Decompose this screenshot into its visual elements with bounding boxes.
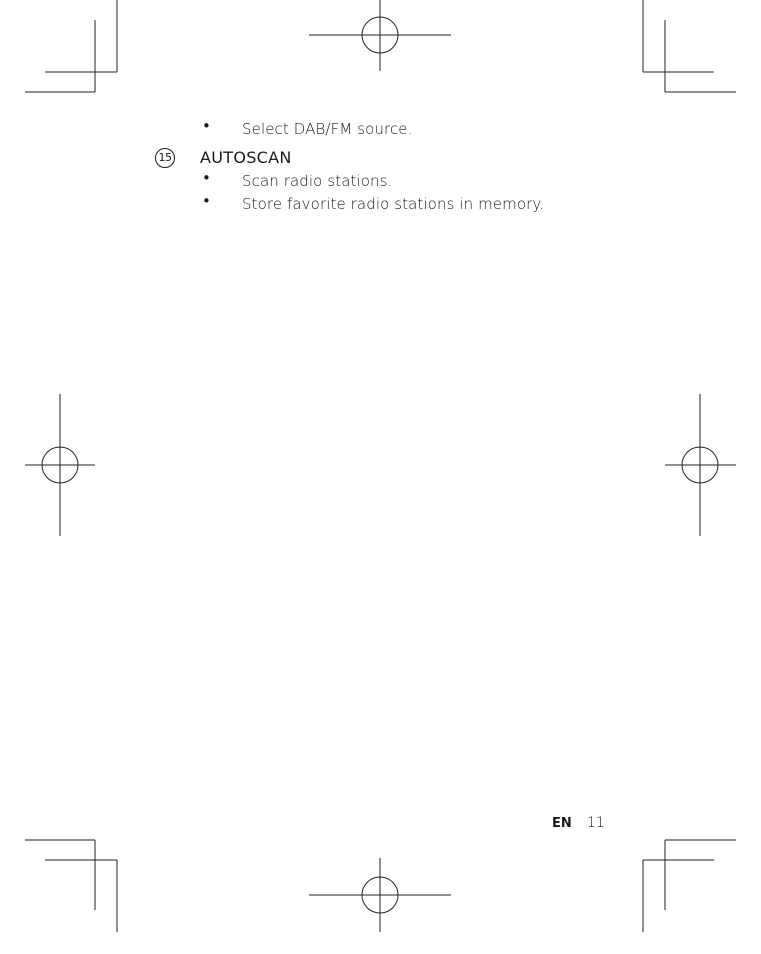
- bullet-icon: •: [202, 169, 211, 187]
- page-number: 11: [587, 815, 605, 831]
- list-item: Scan radio stations.: [242, 172, 393, 190]
- language-code: EN: [552, 816, 572, 831]
- list-item: Store favorite radio stations in memory.: [242, 195, 545, 213]
- bullet-icon: •: [202, 192, 211, 210]
- bullet-icon: •: [202, 117, 211, 135]
- list-item: Select DAB/FM source.: [242, 120, 413, 138]
- section-heading: AUTOSCAN: [200, 148, 292, 167]
- item-number-badge: 15: [155, 148, 175, 168]
